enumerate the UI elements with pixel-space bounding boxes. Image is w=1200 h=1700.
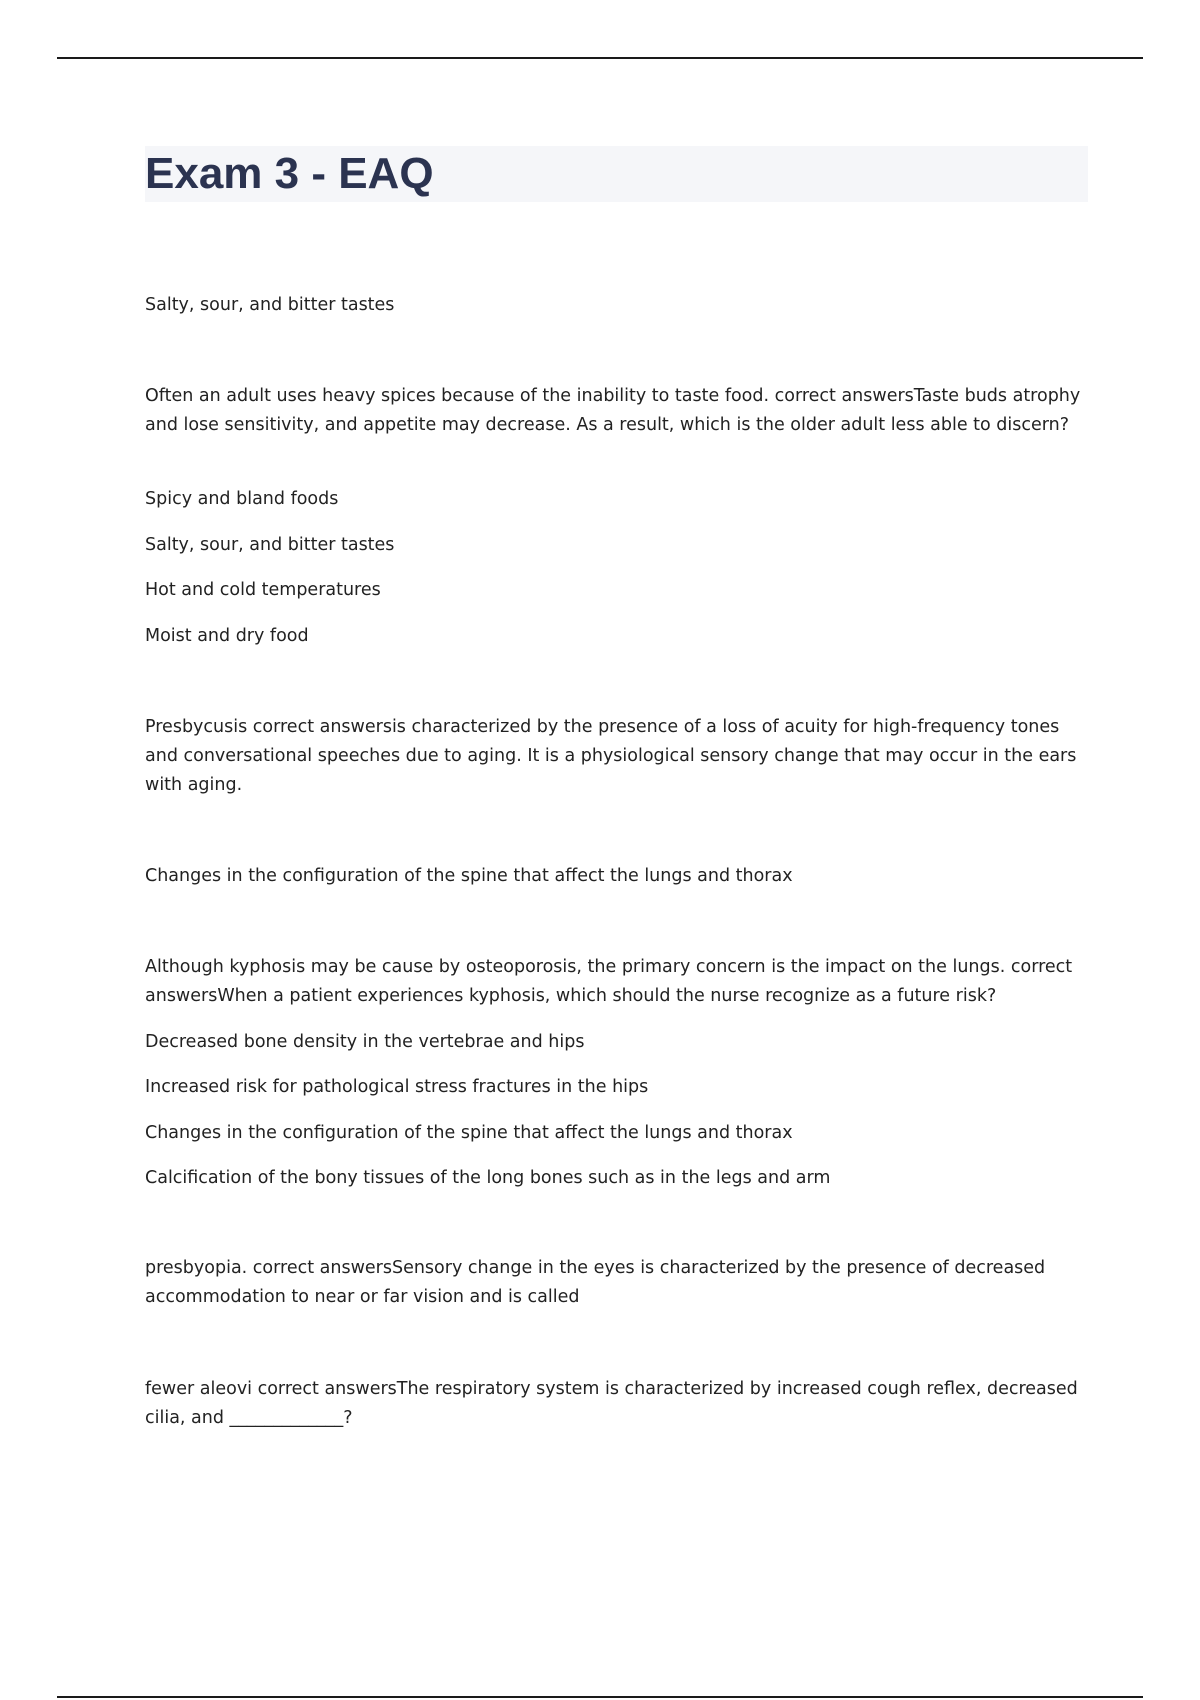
option-text: Changes in the configuration of the spine that affect the lungs and thorax <box>145 1123 793 1143</box>
option-text: Decreased bone density in the vertebrae and hips <box>145 1032 585 1052</box>
question-text: Presbycusis correct answersis characterized by the presence of a loss of acuity for high-frequency tones and conversational speeches due to aging. It is a physiological sensory change that may occur in the ears with aging. <box>145 717 1077 795</box>
option-text: Hot and cold temperatures <box>145 580 381 600</box>
question-text: Often an adult uses heavy spices because of the inability to taste food. correct answersTaste buds atrophy and lose sensitivity, and appetite may decrease. As a result, which is the older adult less able to discern? <box>145 386 1081 435</box>
question-text: Although kyphosis may be cause by osteoporosis, the primary concern is the impact on the lungs. correct answersWhen a patient experiences kyphosis, which should the nurse recognize as a future risk? <box>145 957 1073 1006</box>
option-text: Increased risk for pathological stress fractures in the hips <box>145 1077 649 1097</box>
question-text: presbyopia. correct answersSensory change in the eyes is characterized by the presence of decreased accommodation to near or far vision and is called <box>145 1258 1046 1307</box>
question-text: fewer aleovi correct answersThe respiratory system is characterized by increased cough reflex, decreased cilia, and _____________? <box>145 1379 1078 1428</box>
answer-text: Changes in the configuration of the spine that affect the lungs and thorax <box>145 866 793 886</box>
option-text: Salty, sour, and bitter tastes <box>145 535 395 555</box>
top-rule <box>57 57 1143 59</box>
bottom-rule <box>57 1696 1143 1698</box>
option-text: Calcification of the bony tissues of the long bones such as in the legs and arm <box>145 1168 831 1188</box>
option-text: Moist and dry food <box>145 626 309 646</box>
answer-text: Salty, sour, and bitter tastes <box>145 295 395 315</box>
page-title: Exam 3 - EAQ <box>145 149 434 198</box>
option-text: Spicy and bland foods <box>145 489 339 509</box>
